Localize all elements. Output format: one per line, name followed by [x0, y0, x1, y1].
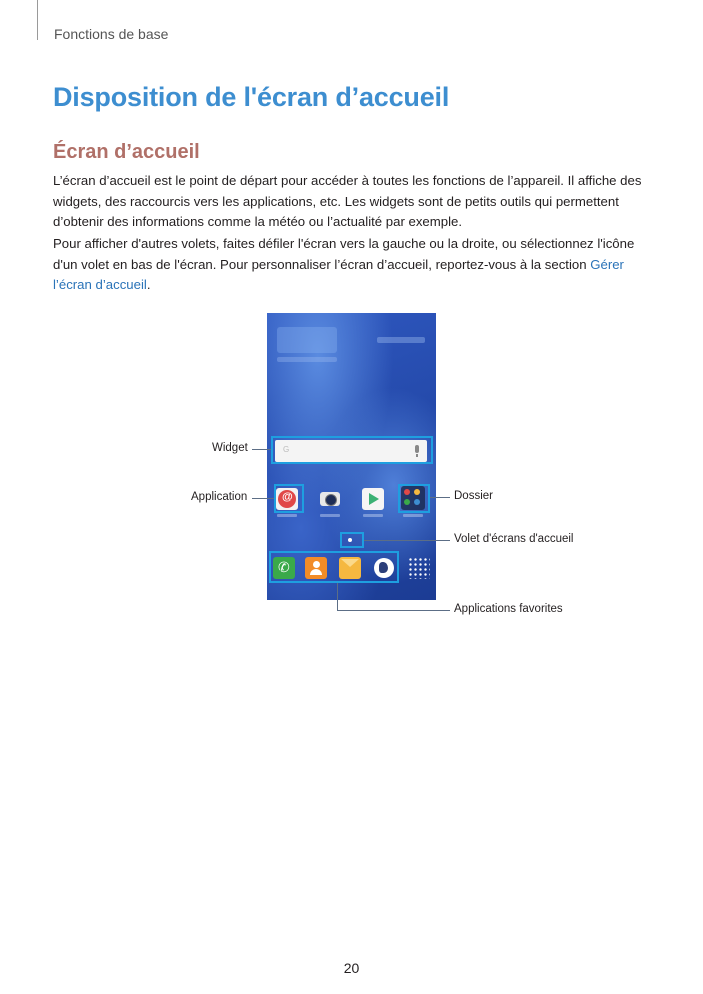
- google-logo-icon: G: [283, 445, 290, 454]
- folder-highlight: [398, 484, 430, 513]
- panels-paragraph-text: Pour afficher d'autres volets, faites défiler l'écran vers la gauche ou la droite, ou sélectionnez l'icône d'un volet en bas de l'écran. Pour personnaliser l’écran d’accueil, reportez-vous à la section: [53, 236, 635, 272]
- application-label: Application: [191, 491, 248, 503]
- page-title: Disposition de l'écran d’accueil: [53, 82, 450, 112]
- folder-label: Dossier: [454, 490, 493, 502]
- margin-rule: [37, 0, 38, 40]
- date-text: [277, 357, 337, 362]
- folder-callout-line: [430, 497, 450, 498]
- app-label-placeholder: [320, 514, 340, 517]
- section-header: Fonctions de base: [54, 26, 169, 42]
- paragraph-end: .: [146, 277, 151, 292]
- app-label-placeholder: [403, 514, 423, 517]
- play-store-icon: [362, 488, 384, 510]
- widget-callout-line: [252, 449, 271, 450]
- favorites-label: Applications favorites: [454, 603, 563, 615]
- application-highlight: [274, 484, 304, 513]
- widget-label: Widget: [212, 442, 248, 454]
- camera-icon: [319, 488, 341, 510]
- manage-home-screen-link[interactable]: Gérer l’écran d’accueil: [53, 256, 624, 292]
- intro-paragraph: L’écran d’accueil est le point de départ pour accéder à toutes les fonctions de l’appareil. Il affiche des widgets, des raccourcis vers les applications, etc. Les widgets sont de petits outils qui permettent d’obtenir des informations comme la météo ou l’actualité par exemple.: [53, 173, 642, 229]
- panel-callout-line: [364, 540, 450, 541]
- application-callout-line: [252, 498, 274, 499]
- favorites-callout-vertical: [337, 583, 338, 610]
- app-label-placeholder: [277, 514, 297, 517]
- widget-highlight: [271, 436, 433, 464]
- favorites-callout-horizontal: [337, 610, 450, 611]
- panel-indicator-highlight: [340, 532, 364, 548]
- panel-label: Volet d'écrans d'accueil: [454, 533, 574, 545]
- page-number: 20: [343, 960, 360, 976]
- clock-widget: [277, 327, 337, 353]
- apps-grid-icon: [408, 557, 430, 579]
- favorites-highlight: [269, 551, 399, 583]
- app-label-placeholder: [363, 514, 383, 517]
- status-text: [377, 337, 425, 343]
- panels-paragraph: [53, 234, 653, 296]
- section-subtitle: Écran d’accueil: [53, 141, 200, 163]
